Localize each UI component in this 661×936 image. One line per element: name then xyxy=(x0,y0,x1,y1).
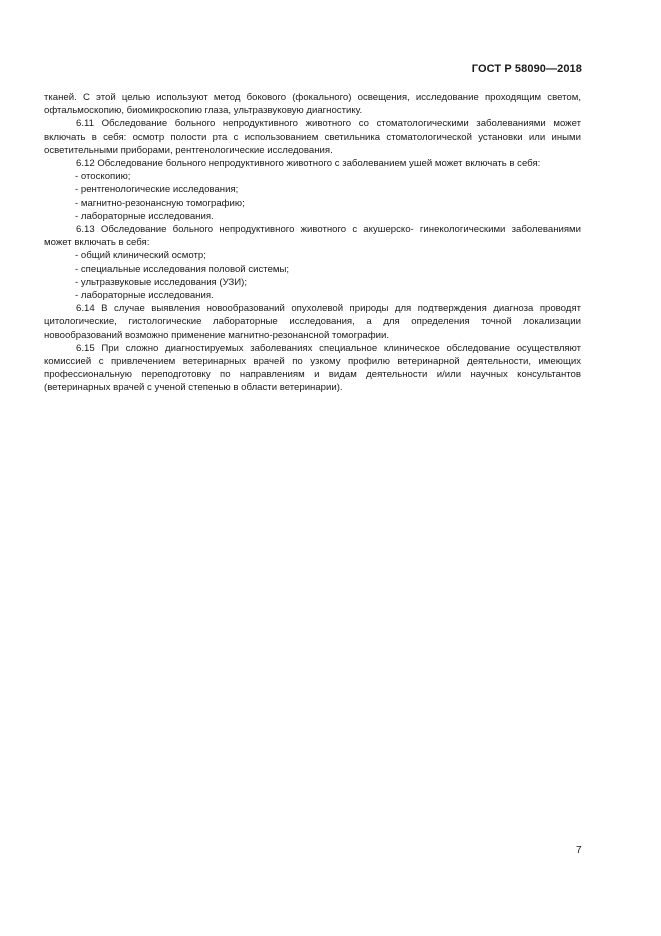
standard-code-header: ГОСТ Р 58090—2018 xyxy=(471,63,582,75)
list-item: - общий клинический осмотр; xyxy=(75,250,206,262)
paragraph-6-14: 6.14 В случае выявления новообразований опухолевой природы для подтверждения диагноза проводят цитологические, гистологические лабораторные исследования, а для определения точной локализации новообразований возможно применение магнитно-резонансной томографии. xyxy=(44,303,581,341)
list-item: - специальные исследования половой системы; xyxy=(75,263,290,275)
paragraph-6-15: 6.15 При сложно диагностируемых заболеваниях специальное клиническое обследование осуществляют комиссией с привлечением ветеринарных врачей по узкому профилю ветеринарной деятельности, имеющих профессиональную переподготовку по направлениям и видам деятельности и/или научных консультантов (ветеринарных врачей с ученой степенью в области ветеринарии). xyxy=(44,342,581,394)
page-number: 7 xyxy=(576,845,582,856)
list-item: - лабораторные исследования. xyxy=(75,290,214,302)
paragraph-6-13: 6.13 Обследование больного непродуктивного животного с акушерско- гинекологическими заболеваниями может включать в себя: xyxy=(44,224,581,249)
list-item: - лабораторные исследования. xyxy=(75,210,214,222)
list-item: - отоскопию; xyxy=(75,171,131,183)
continuation-paragraph: тканей. С этой целью используют метод бокового (фокального) освещения, исследование проходящим светом, офтальмоскопию, биомикроскопию глаза, ультразвуковую диагностику. xyxy=(44,92,581,117)
document-body xyxy=(44,91,581,395)
paragraph-6-12: 6.12 Обследование больного непродуктивного животного с заболеванием ушей может включать в себя: xyxy=(76,158,541,170)
list-item: - ультразвуковые исследования (УЗИ); xyxy=(75,276,248,288)
list-item: - рентгенологические исследования; xyxy=(75,184,239,196)
list-item: - магнитно-резонансную томографию; xyxy=(75,197,245,209)
paragraph-6-11: 6.11 Обследование больного непродуктивного животного со стоматологическими заболеваниями может включать в себя: осмотр полости рта с использованием светильника стоматологической установки или иными осветительными приборами, рентгенологические исследования. xyxy=(44,118,581,156)
